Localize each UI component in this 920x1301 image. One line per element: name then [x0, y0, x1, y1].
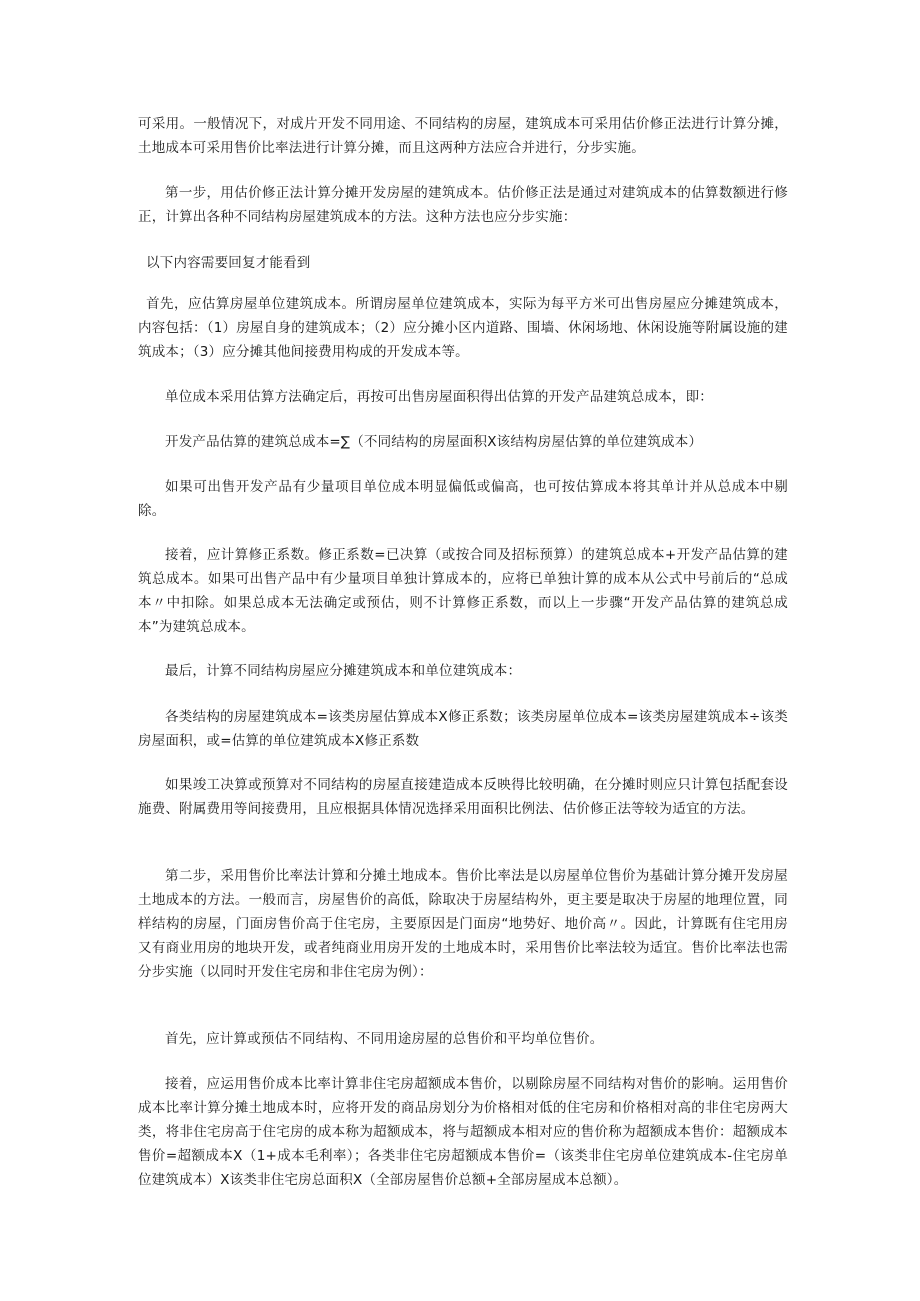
paragraph-total-price: 首先，应计算或预估不同结构、不同用途房屋的总售价和平均单位售价。: [165, 1031, 604, 1047]
paragraph-step-two: 第二步，采用售价比率法计算和分摊土地成本。售价比率法是以房屋单位售价为基础计算分摊开发房屋土地成本的方法。一般而言，房屋售价的高低，除取决于房屋结构外，更主要是取决于房屋的地理位置，同样结构的房屋，门面房售价高于住宅房，主要原因是门面房“地势好、地价高〃。因此，计算既有住宅用房又有商业用房的地块开发，或者纯商业用房开发的土地成本时，采用售价比率法较为适宜。售价比率法也需分步实施（以同时开发住宅房和非住宅房为例）：: [138, 868, 788, 980]
paragraph-unit-cost: 首先，应估算房屋单位建筑成本。所谓房屋单位建筑成本，实际为每平方米可出售房屋应分摊建筑成本，内容包括：（1）房屋自身的建筑成本；（2）应分摊小区内道路、围墙、休闲场地、休闲设施等附属设施的建筑成本；（3）应分摊其他间接费用构成的开发成本等。: [138, 296, 788, 360]
paragraph-final-allocation: 最后，计算不同结构房屋应分摊建筑成本和单位建筑成本：: [165, 663, 522, 679]
paragraph-excess-cost: 接着，应运用售价成本比率计算非住宅房超额成本售价，以剔除房屋不同结构对售价的影响。运用售价成本比率计算分摊土地成本时，应将开发的商品房划分为价格相对低的住宅房和价格相对高的非住宅房两大类，将非住宅房高于住宅房的成本称为超额成本，将与超额成本相对应的售价称为超额成本售价：超额成本售价=超额成本X（1+成本毛利率）；各类非住宅房超额成本售价=（该类非住宅房单位建筑成本-住宅房单位建筑成本）X该类非住宅房总面积X（全部房屋售价总额+全部房屋成本总额）。: [138, 1076, 788, 1188]
paragraph-direct-cost: 如果竣工决算或预算对不同结构的房屋直接建造成本反映得比较明确，在分摊时则应只计算包括配套设施费、附属费用等间接费用，且应根据具体情况选择采用面积比例法、估价修正法等较为适宜的方法。: [138, 777, 788, 817]
paragraph-exclude-outliers: 如果可出售开发产品有少量项目单位成本明显偏低或偏高，也可按估算成本将其单计并从总成本中剔除。: [138, 479, 788, 519]
paragraph-reply-notice: 以下内容需要回复才能看到: [146, 255, 311, 271]
paragraph-correction-factor: 接着，应计算修正系数。修正系数=已决算（或按合同及招标预算）的建筑总成本+开发产品估算的建筑总成本。如果可出售产品中有少量项目单独计算成本的，应将已单独计算的成本从公式中号前后的“总成本〃中扣除。如果总成本无法确定或预估，则不计算修正系数，而以上一步骤“开发产品估算的建筑总成本”为建筑总成本。: [138, 547, 788, 635]
paragraph-structure-formula: 各类结构的房屋建筑成本=该类房屋估算成本X修正系数；该类房屋单位成本=该类房屋建筑成本÷该类房屋面积，或=估算的单位建筑成本X修正系数: [138, 709, 788, 749]
paragraph-step-one: 第一步，用估价修正法计算分摊开发房屋的建筑成本。估价修正法是通过对建筑成本的估算数额进行修正，计算出各种不同结构房屋建筑成本的方法。这种方法也应分步实施：: [138, 185, 788, 225]
paragraph-total-cost-formula: 开发产品估算的建筑总成本=∑（不同结构的房屋面积X该结构房屋估算的单位建筑成本）: [165, 434, 703, 450]
paragraph-continuation: 可采用。一般情况下，对成片开发不同用途、不同结构的房屋，建筑成本可采用估价修正法进行计算分摊，土地成本可采用售价比率法进行计算分摊，而且这两种方法应合并进行，分步实施。: [138, 116, 788, 156]
paragraph-estimate-method: 单位成本采用估算方法确定后，再按可出售房屋面积得出估算的开发产品建筑总成本，即：: [165, 389, 713, 405]
